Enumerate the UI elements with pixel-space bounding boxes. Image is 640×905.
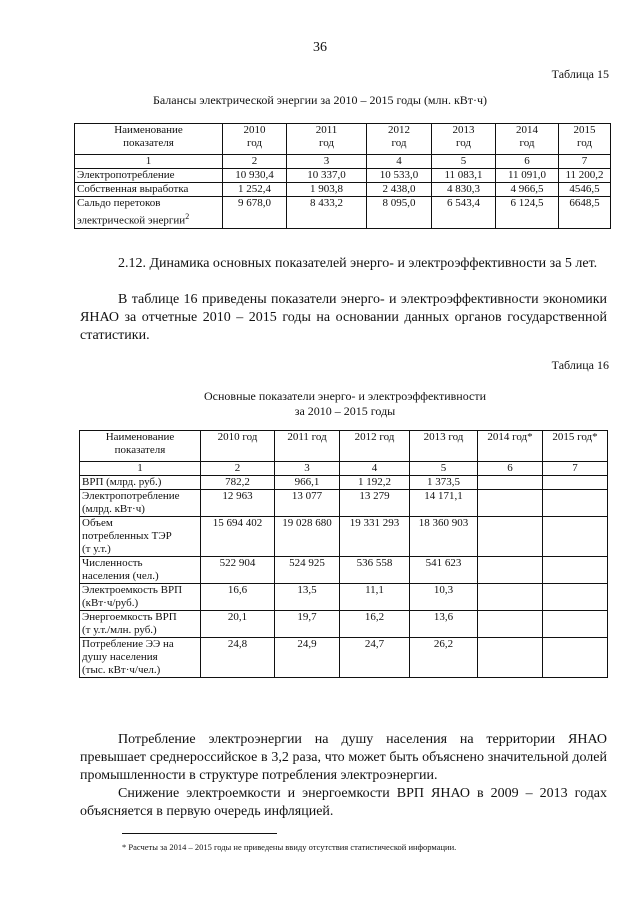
header-year-cell [223,124,287,155]
value-cell: 11 200,2 [559,169,611,183]
header-name-cell [75,124,223,155]
num-cell: 4 [340,462,410,476]
value-cell: 782,2 [201,476,275,490]
year: 2012 [388,124,410,136]
value-cell: 19,7 [275,611,340,638]
value-cell [478,517,543,557]
header-year-cell [287,124,367,155]
row-name-line: Энергоемкость ВРП [82,611,177,623]
value-cell: 1 252,4 [223,183,287,197]
row-name-line: ВРП (млрд. руб.) [82,476,162,488]
value-cell: 11 091,0 [496,169,559,183]
value-cell [478,476,543,490]
value-cell: 19 028 680 [275,517,340,557]
value-cell: 522 904 [201,557,275,584]
value-cell: 966,1 [275,476,340,490]
value-cell: 10 533,0 [367,169,432,183]
table-row [80,557,608,584]
section-paragraph: В таблице 16 приведены показатели энерго- и электроэффективности экономики ЯНАО за отчетные 2010 – 2015 годы на основании данных органов государственной статистики. [80,292,607,343]
row-name [80,490,201,517]
row-name [80,638,201,678]
table-header-row [75,124,611,155]
value-cell: 8 095,0 [367,197,432,229]
year: 2013 [452,124,475,136]
year-unit: год [519,137,535,149]
year-unit: год [576,137,593,149]
value-cell: 24,7 [340,638,410,678]
value-cell: 6 543,4 [432,197,496,229]
year-unit: год [391,137,407,149]
table16-label: Таблица 16 [551,358,609,372]
value-cell: 6648,5 [559,197,611,229]
value-cell [543,557,608,584]
value-cell: 10 930,4 [223,169,287,183]
value-cell [543,490,608,517]
num-cell: 4 [367,155,432,169]
num-cell: 2 [201,462,275,476]
row-name-line: потребленных ТЭР [82,530,172,542]
year: 2015 [573,124,596,136]
value-cell: 1 373,5 [410,476,478,490]
row-name-line: Численность [82,557,143,569]
value-cell [478,638,543,678]
year: 2014 [516,124,538,136]
value-cell: 4 966,5 [496,183,559,197]
value-cell: 2 438,0 [367,183,432,197]
header-name-cell [80,431,201,462]
value-cell [543,517,608,557]
row-name [80,476,201,490]
year: 2010 [243,124,266,136]
value-cell: 536 558 [340,557,410,584]
num-cell: 5 [432,155,496,169]
value-cell [543,611,608,638]
year: 2011 [315,124,338,136]
row-name [80,517,201,557]
header-year-cell [559,124,611,155]
header-year-cell [432,124,496,155]
table15-caption: Балансы электрической энергии за 2010 – 2015 годы (млн. кВт·ч) [152,93,488,107]
footnote-sup: 2 [185,212,190,221]
row-name-line: (т у.т.) [82,543,111,555]
row-name-line: (млрд. кВт·ч) [82,503,145,515]
header-name-line: показателя [123,137,174,149]
value-cell: 11,1 [340,584,410,611]
footnote: * Расчеты за 2014 – 2015 годы не приведены ввиду отсутствия статистической информации. [122,842,457,852]
value-cell: 9 678,0 [223,197,287,229]
header-year-cell [367,124,432,155]
year-unit: год [455,137,472,149]
num-cell: 1 [75,155,223,169]
page-number: 36 [313,40,327,55]
table-header-row [80,431,608,462]
row-name-line: (т у.т./млн. руб.) [82,624,157,636]
value-cell: 1 192,2 [340,476,410,490]
header-year-cell: 2012 год [340,431,410,462]
header-name-line: показателя [114,444,166,456]
value-cell: 524 925 [275,557,340,584]
table16-caption-line2: за 2010 – 2015 годы [294,404,396,418]
row-name-line: (тыс. кВт·ч/чел.) [82,664,161,676]
table16-caption-line1: Основные показатели энерго- и электроэффективности [203,389,487,403]
value-cell: 15 694 402 [201,517,275,557]
value-cell: 19 331 293 [340,517,410,557]
row-name-line: душу населения [82,651,158,663]
num-cell: 2 [223,155,287,169]
value-cell [478,584,543,611]
row-name: Собственная выработка [75,183,223,197]
header-year-cell: 2014 год* [478,431,543,462]
value-cell: 1 903,8 [287,183,367,197]
table16 [79,430,608,678]
closing-paragraph-1: Потребление электроэнергии на душу населения на территории ЯНАО превышает среднероссийское в 3,2 раза, что может быть объяснено значительной долей промышленности в структуре потребления электроэнергии. [80,732,607,783]
year-unit: год [246,137,263,149]
table-row [75,169,611,183]
table-row [80,517,608,557]
row-name-line: Электропотребление [82,490,180,502]
numbering-row [80,462,608,476]
header-year-cell: 2011 год [275,431,340,462]
row-name-line: Объем [82,517,113,529]
row-name-line: Потребление ЭЭ на [82,638,174,650]
row-name [80,557,201,584]
row-name-line: (кВт·ч/руб.) [82,597,139,609]
num-cell: 6 [496,155,559,169]
section-heading: 2.12. Динамика основных показателей энерго- и электроэффективности за 5 лет. [118,256,598,271]
header-year-cell [496,124,559,155]
row-name-line: населения (чел.) [82,570,159,582]
numbering-row [75,155,611,169]
table-row [75,183,611,197]
value-cell: 24,8 [201,638,275,678]
value-cell [478,611,543,638]
header-name-line: Наименование [105,431,175,443]
header-year-cell: 2013 год [410,431,478,462]
num-cell: 3 [275,462,340,476]
value-cell: 12 963 [201,490,275,517]
num-cell: 1 [80,462,201,476]
row-name-line: Электроемкость ВРП [82,584,183,596]
header-year-cell: 2015 год* [543,431,608,462]
value-cell: 11 083,1 [432,169,496,183]
value-cell: 24,9 [275,638,340,678]
footnote-divider [122,833,277,834]
row-name-text: электрической энергии [77,214,186,227]
value-cell [543,476,608,490]
value-cell: 10,3 [410,584,478,611]
table-row [80,584,608,611]
value-cell: 26,2 [410,638,478,678]
value-cell [543,584,608,611]
table-row [80,490,608,517]
value-cell: 16,6 [201,584,275,611]
value-cell [478,557,543,584]
value-cell: 16,2 [340,611,410,638]
value-cell [478,490,543,517]
table-row [80,638,608,678]
row-name: Электропотребление [75,169,223,183]
header-name-line: Наименование [114,124,183,136]
value-cell: 541 623 [410,557,478,584]
value-cell: 13,5 [275,584,340,611]
value-cell: 6 124,5 [496,197,559,229]
header-year-cell: 2010 год [201,431,275,462]
value-cell: 10 337,0 [287,169,367,183]
table-row [75,197,611,229]
row-name [80,611,201,638]
closing-paragraph-2: Снижение электроемкости и энергоемкости ВРП ЯНАО в 2009 – 2013 годах объясняется в первую очередь инфляцией. [80,786,607,819]
num-cell: 7 [543,462,608,476]
num-cell: 7 [559,155,611,169]
row-name-line: Сальдо перетоков [77,197,161,209]
value-cell: 18 360 903 [410,517,478,557]
value-cell: 13,6 [410,611,478,638]
value-cell: 13 077 [275,490,340,517]
value-cell [543,638,608,678]
value-cell: 14 171,1 [410,490,478,517]
row-name-line [77,210,220,228]
value-cell: 4 830,3 [432,183,496,197]
num-cell: 3 [287,155,367,169]
value-cell: 8 433,2 [287,197,367,229]
table15-label: Таблица 15 [551,67,609,81]
value-cell: 13 279 [340,490,410,517]
row-name [80,584,201,611]
value-cell: 20,1 [201,611,275,638]
num-cell: 5 [410,462,478,476]
value-cell: 4546,5 [559,183,611,197]
num-cell: 6 [478,462,543,476]
table-row [80,611,608,638]
row-name [75,197,223,229]
table15 [74,123,611,229]
table-row [80,476,608,490]
year-unit: год [318,137,335,149]
